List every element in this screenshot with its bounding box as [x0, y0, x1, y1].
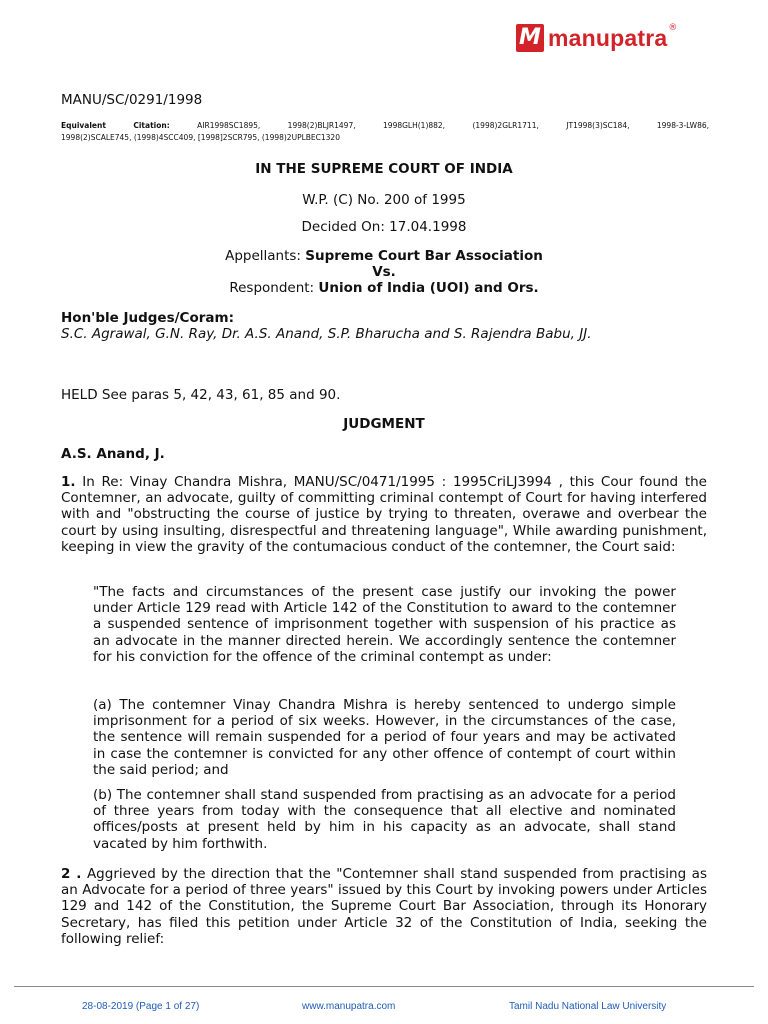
- paragraph-1: 1. In Re: Vinay Chandra Mishra, MANU/SC/0471/1995 : 1995CriLJ3994 , this Cour found the Contemner, an advocate, guilty of committing criminal contempt of Court for having interfered with and "obstructing the course of justice by trying to threaten, overawe and overbear the court by using insulting, disrespectful and threatening language", While awarding punishment, keeping in view the gravity of the contumacious conduct of the contemner, the Court said:: [61, 474, 707, 555]
- decided-on: Decided On: 17.04.1998: [301, 219, 467, 235]
- footer-institution: Tamil Nadu National Law University: [509, 1001, 667, 1012]
- footer-site-link[interactable]: www.manupatra.com: [302, 1001, 396, 1012]
- equivalent-citations-line1: Equivalent Citation: AIR1998SC1895, 1998(2)BLJR1497, 1998GLH(1)882, (1998)2GLR1711, JT1998(3)SC184, 1998-3-LW86,: [61, 121, 709, 130]
- judges-heading: Hon'ble Judges/Coram:: [61, 310, 234, 326]
- author-judge: A.S. Anand, J.: [61, 446, 165, 462]
- footer-divider: [14, 986, 754, 987]
- judges-names: S.C. Agrawal, G.N. Ray, Dr. A.S. Anand, S.P. Bharucha and S. Rajendra Babu, JJ.: [61, 326, 592, 342]
- paragraph-2: 2 . Aggrieved by the direction that the "Contemner shall stand suspended from practising as an Advocate for a period of three years" issued by this Court by invoking powers under Articles 129 and 142 of the Constitution, the Supreme Court Bar Association, through its Honorary Secretary, has filed this petition under Article 32 of the Constitution of India, seeking the following relief:: [61, 866, 707, 947]
- judgment-heading: JUDGMENT: [343, 416, 425, 432]
- equivalent-citations-line2: 1998(2)SCALE745, (1998)4SCC409, [1998]2SCR795, (1998)2UPLBEC1320: [61, 133, 340, 142]
- quote-paragraph-a: (a) The contemner Vinay Chandra Mishra is hereby sentenced to undergo simple imprisonment for a period of six weeks. However, in the circumstances of the case, the sentence will remain suspended for a period of four years and may be activated in case the contemner is convicted for any other offence of contempt of court within the said period; and: [93, 697, 676, 778]
- appellants: Appellants: Supreme Court Bar Association: [225, 248, 543, 264]
- manupatra-logo: [516, 24, 677, 52]
- quote-paragraph-b: (b) The contemner shall stand suspended from practising as an advocate for a period of three years from today with the consequence that all elective and nominated offices/posts at present held by him in his capacity as an advocate, shall stand vacated by him forthwith.: [93, 787, 676, 852]
- held-note: HELD See paras 5, 42, 43, 61, 85 and 90.: [61, 387, 341, 403]
- court-name: IN THE SUPREME COURT OF INDIA: [255, 161, 513, 177]
- quote-paragraph-1: "The facts and circumstances of the present case justify our invoking the power under Article 129 read with Article 142 of the Constitution to award to the contemner a suspended sentence of imprisonment together with suspension of his practice as an advocate in the manner directed herein. We accordingly sentence the contemner for his conviction for the offence of the criminal contempt as under:: [93, 584, 676, 665]
- versus: Vs.: [372, 264, 396, 280]
- manupatra-logo-icon: M: [516, 24, 544, 52]
- manu-citation: MANU/SC/0291/1998: [61, 92, 203, 108]
- logo-text: manupatra: [548, 24, 668, 51]
- footer-date-page: 28-08-2019 (Page 1 of 27): [82, 1001, 200, 1012]
- respondent: Respondent: Union of India (UOI) and Ors.: [229, 280, 539, 296]
- case-number: W.P. (C) No. 200 of 1995: [302, 192, 466, 208]
- registered-mark: ®: [668, 23, 678, 33]
